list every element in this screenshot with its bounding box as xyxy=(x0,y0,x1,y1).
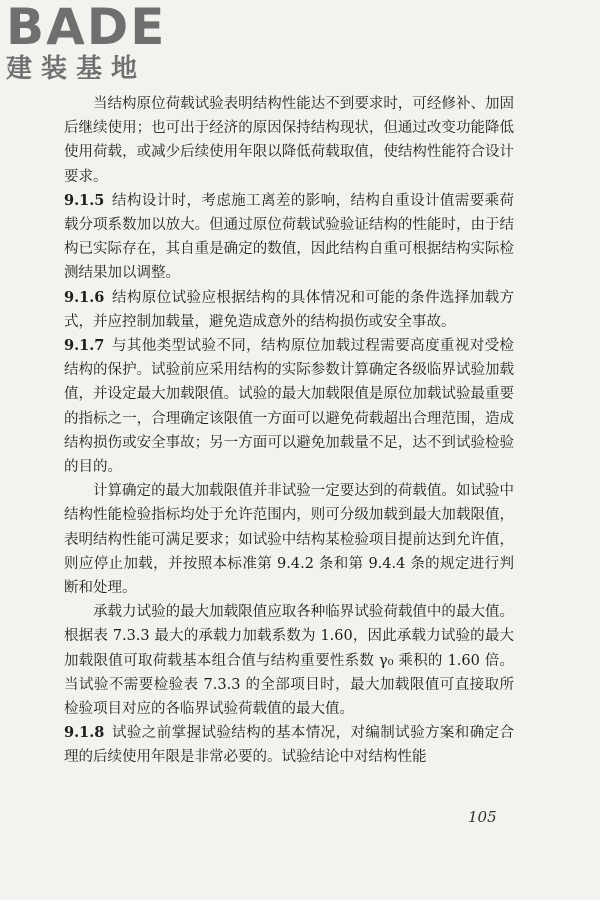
paragraph xyxy=(64,286,514,334)
paragraph xyxy=(64,479,514,600)
document-body xyxy=(64,92,514,770)
paragraph xyxy=(64,189,514,286)
paragraph xyxy=(64,600,514,721)
paragraph-text: 计算确定的最大加载限值并非试验一定要达到的荷载值。如试验中结构性能检验指标均处于允许范围内，则可分级加载到最大加载限值，表明结构性能可满足要求；如试验中结构某检验项目提前达到允许值，则应停止加载，并按照本标准第 9.4.2 条和第 9.4.4 条的规定进行判断和处理。 xyxy=(64,483,514,597)
paragraph-text: 结构原位试验应根据结构的具体情况和可能的条件选择加载方式，并应控制加载量，避免造成意外的结构损伤或安全事故。 xyxy=(64,289,514,330)
clause-number: 9.1.8 xyxy=(64,724,105,742)
clause-number: 9.1.6 xyxy=(64,288,105,306)
paragraph-text: 试验之前掌握试验结构的基本情况，对编制试验方案和确定合理的后续使用年限是非常必要的。试验结论中对结构性能 xyxy=(64,725,514,766)
paragraph-text: 结构设计时，考虑施工离差的影响，结构自重设计值需要乘荷载分项系数加以放大。但通过原位荷载试验验证结构的性能时，由于结构已实际存在，其自重是确定的数值，因此结构自重可根据结构实际检测结果加以调整。 xyxy=(64,192,514,282)
logo-subtitle: 建装基地 xyxy=(6,54,147,84)
logo-wordmark: BADE xyxy=(6,0,167,56)
paragraph xyxy=(64,92,514,189)
clause-number: 9.1.5 xyxy=(64,191,105,209)
paragraph-text: 当结构原位荷载试验表明结构性能达不到要求时，可经修补、加固后继续使用；也可出于经济的原因保持结构现状，但通过改变功能降低使用荷载，或减少后续使用年限以降低荷载取值，使结构性能符合设计要求。 xyxy=(64,96,514,185)
paragraph xyxy=(64,334,514,479)
paragraph-text: 与其他类型试验不同，结构原位加载过程需要高度重视对受检结构的保护。试验前应采用结构的实际参数计算确定各级临界试验加载值，并设定最大加载限值。试验的最大加载限值是原位加载试验最重要的指标之一，合理确定该限值一方面可以避免荷载超出合理范围，造成结构损伤或安全事故；另一方面可以避免加载量不足，达不到试验检验的目的。 xyxy=(64,338,514,476)
clause-number: 9.1.7 xyxy=(64,337,105,355)
paragraph-text: 承载力试验的最大加载限值应取各种临界试验荷载值中的最大值。根据表 7.3.3 最大的承载力加载系数为 1.60，因此承载力试验的最大加载限值可取荷载基本组合值与结构重要性系数 γ₀ 乘积的 1.60 倍。当试验不需要检验表 7.3.3 的全部项目时，最大加载限值可直接取所检验项目对应的各临界试验荷载值的最大值。 xyxy=(64,604,514,718)
paragraph xyxy=(64,721,514,769)
page-number: 105 xyxy=(468,808,497,826)
logo xyxy=(6,2,186,86)
